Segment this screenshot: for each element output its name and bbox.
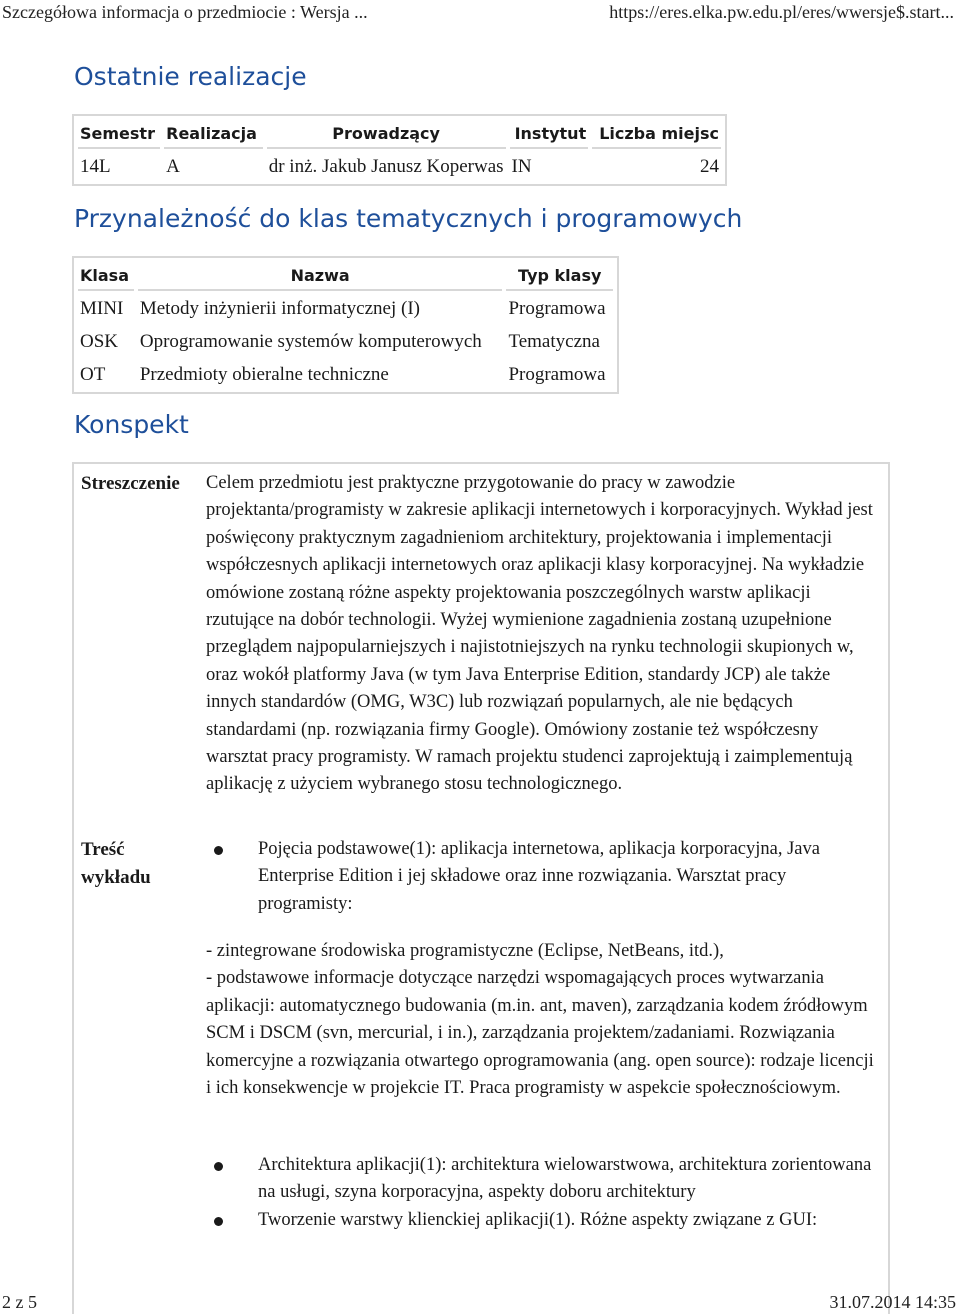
streszczenie-text: Celem przedmiotu jest praktyczne przygotowanie do pracy w zawodzie projektanta/programisty w zakresie aplikacji internetowych i korporacyjnych. Wykład jest poświęcony praktycznym zagadnieniom architektury, projektowania i implementacji współczesnych aplikacji internetowych oraz aplikacji klasy korporacyjnej. Na wykładzie omówione zostaną różne aspekty projektowania poszczególnych warstw aplikacji rzutujące na dobór technologii. Wyżej wymienione zagadnienia zostaną uzupełnione przeglądem najpopularniejszych i najistotniejszych na rynku technologii skupionych w, oraz wokół platformy Java (w tym Java Enterprise Edition, standardy JCP) ale także innych standardów (OMG, W3C) lub rozwiązań popularnych, ale nie będących standardami (np. rozwiązania firmy Google). Omówiony zostanie też współczesny warsztat pracy programisty. W ramach projektu studenci zaprojektują i zaimplementują aplikację z użyciem wybranego stosu technologicznego. bbox=[206, 473, 873, 795]
column-header-typ-klasy: Typ klasy bbox=[506, 260, 613, 291]
detail-line: - podstawowe informacje dotyczące narzędzi wspomagających proces wytwarzania aplikacji: automatycznego budowania (m.in. ant, maven), zarządzania kodem źródłowym SCM i DSCM (svn, mercurial, i in.), zarządzania projektem/zadaniami. Rozwiązania komercyjne a rozwiązania otwartego oprogramowania (ang. open source): rodzaje licencji i ich konsekwencje w projekcie IT. Praca programisty w aspekcie społecznościowym. bbox=[206, 968, 874, 1099]
table-row bbox=[78, 359, 613, 390]
streszczenie-label: Streszczenie bbox=[81, 473, 180, 494]
list-item-text: Pojęcia podstawowe(1): aplikacja internetowa, aplikacja korporacyjna, Java Enterprise Edition i jej składowe oraz inne rozwiązania. Warsztat pracy programisty: bbox=[258, 839, 820, 914]
realizacje-table bbox=[72, 114, 727, 186]
list-item-text: Tworzenie warstwy klienckiej aplikacji(1). Różne aspekty związane z GUI: bbox=[258, 1209, 818, 1230]
column-header-nazwa: Nazwa bbox=[138, 260, 503, 291]
section-heading-realizacje: Ostatnie realizacje bbox=[74, 62, 307, 91]
print-datetime: 31.07.2014 14:35 bbox=[829, 1292, 956, 1312]
lecture-topic-detail bbox=[206, 938, 882, 1102]
cell-liczba-miejsc: 24 bbox=[700, 156, 719, 177]
column-header-prowadzacy: Prowadzący bbox=[267, 118, 506, 149]
cell-nazwa: Przedmioty obieralne techniczne bbox=[139, 364, 389, 385]
bullet-icon bbox=[214, 1217, 223, 1226]
print-header bbox=[0, 2, 960, 28]
detail-line: - zintegrowane środowiska programistyczne (Eclipse, NetBeans, itd.), bbox=[206, 941, 724, 961]
cell-semestr: 14L bbox=[80, 156, 111, 177]
cell-typ-klasy: Programowa bbox=[508, 298, 606, 319]
section-heading-klasy: Przynależność do klas tematycznych i programowych bbox=[74, 204, 743, 233]
table-row bbox=[78, 326, 613, 357]
bullet-icon bbox=[214, 846, 223, 855]
table-header-row bbox=[78, 260, 613, 291]
column-header-instytut: Instytut bbox=[510, 118, 589, 149]
konspekt-panel bbox=[72, 462, 890, 1314]
column-header-liczba-miejsc: Liczba miejsc bbox=[592, 118, 721, 149]
cell-klasa: OT bbox=[80, 364, 106, 385]
tresc-wykladu-label: Treść wykładu bbox=[81, 839, 151, 888]
list-item-text: Architektura aplikacji(1): architektura wielowarstwowa, architektura zorientowana na usługi, szyna korporacyjna, aspekty doboru architektury bbox=[258, 1155, 872, 1203]
cell-instytut: IN bbox=[511, 156, 532, 177]
cell-nazwa: Metody inżynierii informatycznej (I) bbox=[139, 298, 420, 319]
list-item bbox=[206, 1152, 882, 1207]
list-item bbox=[206, 1207, 882, 1234]
page-number: 2 z 5 bbox=[2, 1292, 37, 1312]
cell-typ-klasy: Programowa bbox=[508, 364, 606, 385]
column-header-klasa: Klasa bbox=[78, 260, 134, 291]
column-header-realizacja: Realizacja bbox=[164, 118, 263, 149]
klasy-table bbox=[72, 256, 619, 394]
cell-nazwa: Oprogramowanie systemów komputerowych bbox=[139, 331, 482, 352]
section-heading-konspekt: Konspekt bbox=[74, 410, 189, 439]
cell-klasa: OSK bbox=[80, 331, 119, 352]
table-row bbox=[78, 151, 721, 182]
lecture-topic-list bbox=[206, 1152, 882, 1234]
table-header-row bbox=[78, 118, 721, 149]
table-row bbox=[78, 293, 613, 324]
list-item bbox=[206, 836, 882, 918]
lecture-topic-list bbox=[206, 836, 882, 918]
column-header-semestr: Semestr bbox=[78, 118, 160, 149]
cell-typ-klasy: Tematyczna bbox=[508, 331, 600, 352]
bullet-icon bbox=[214, 1162, 223, 1171]
print-page-title: Szczegółowa informacja o przedmiocie : Wersja ... bbox=[2, 2, 368, 22]
cell-klasa: MINI bbox=[80, 298, 124, 319]
cell-prowadzacy: dr inż. Jakub Janusz Koperwas bbox=[268, 156, 504, 177]
print-footer bbox=[0, 1292, 960, 1312]
print-page-url: https://eres.elka.pw.edu.pl/eres/wwersje$.start... bbox=[609, 2, 954, 22]
cell-realizacja: A bbox=[166, 156, 180, 177]
